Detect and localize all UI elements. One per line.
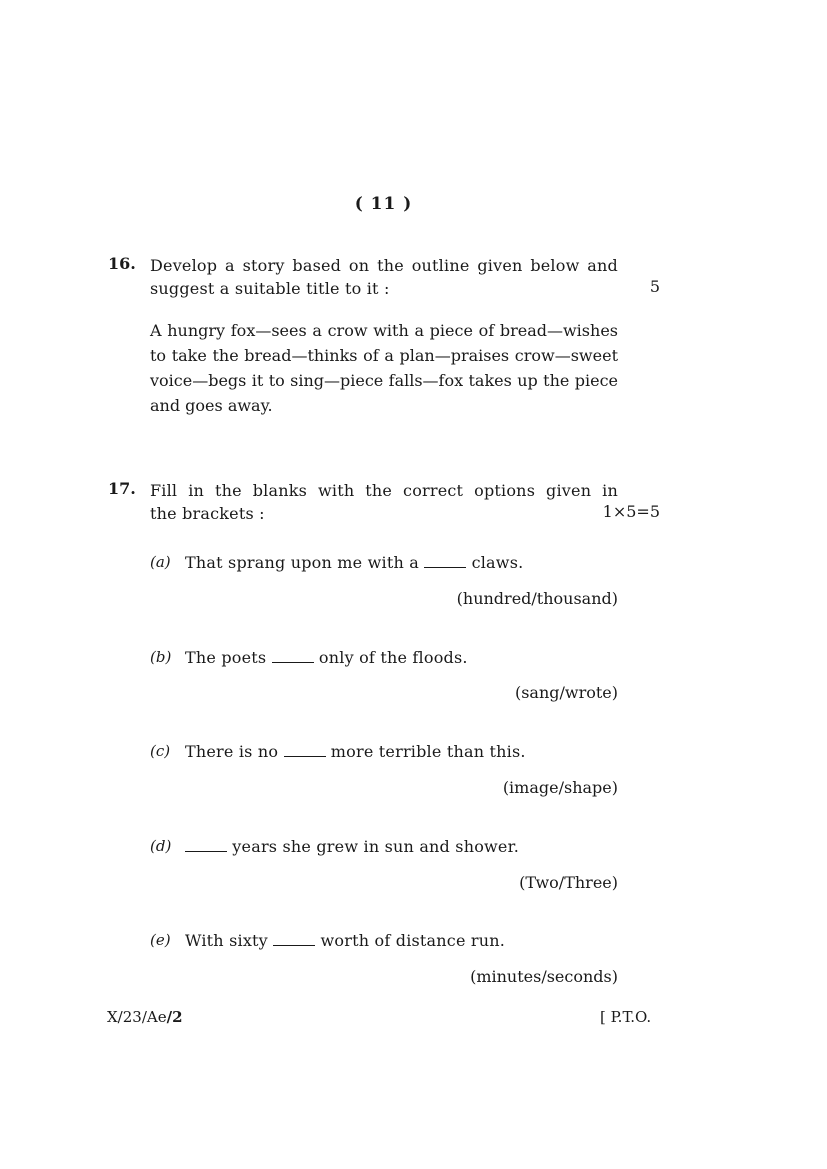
question-number: 16.: [108, 254, 136, 273]
item-label: (b): [150, 648, 172, 666]
prompt-line-2: the brackets :: [150, 504, 265, 523]
question-prompt: [150, 479, 618, 525]
marks: 5: [649, 277, 660, 296]
item-label: (a): [150, 553, 171, 571]
pto-marker: [ P.T.O.: [600, 1008, 652, 1026]
sentence-before: With sixty: [185, 931, 268, 950]
item-label: (d): [150, 837, 172, 855]
blank-line: [185, 850, 227, 852]
item-sentence: [185, 742, 618, 761]
question-16: [108, 254, 660, 418]
paper-code-prefix: X/23/Ae: [107, 1008, 167, 1026]
sentence-before: There is no: [185, 742, 279, 761]
story-outline: A hungry fox—sees a crow with a piece of bread—wishes to take the bread—thinks of a plan—praises crow—sweet voice—begs it to sing—piece falls—fox takes up the piece and goes away.: [150, 321, 618, 415]
question-prompt: [150, 254, 618, 300]
sentence-before: That sprang upon me with a: [185, 553, 419, 572]
item-sentence: [185, 837, 618, 856]
blank-line: [272, 661, 314, 663]
marks: 1×5=5: [602, 502, 660, 521]
item-sentence: [185, 931, 618, 950]
item-options: (sang/wrote): [514, 683, 618, 702]
blank-item-c: [150, 742, 618, 797]
item-sentence: [185, 648, 618, 667]
prompt-line-2: suggest a suitable title to it :: [150, 279, 390, 298]
sentence-before: The poets: [185, 648, 267, 667]
paper-code-suffix: /2: [166, 1008, 183, 1026]
sentence-after: worth of distance run.: [320, 931, 506, 950]
paper-code: [107, 1008, 183, 1026]
sentence-after: claws.: [471, 553, 524, 572]
question-17: [108, 479, 660, 525]
item-options: (hundred/thousand): [456, 589, 618, 608]
item-options: (minutes/seconds): [470, 967, 618, 986]
blank-item-b: [150, 648, 618, 702]
item-options: (Two/Three): [519, 873, 618, 892]
blank-line: [284, 755, 326, 757]
prompt-line-1: Develop a story based on the outline given below and: [150, 256, 618, 275]
sentence-after: years she grew in sun and shower.: [232, 837, 519, 856]
blank-line: [424, 566, 466, 568]
item-label: (e): [150, 931, 171, 949]
blank-item-d: [150, 837, 618, 892]
page-number: ( 11 ): [354, 194, 413, 214]
question-number: 17.: [108, 479, 136, 498]
sentence-after: more terrible than this.: [330, 742, 526, 761]
sentence-after: only of the floods.: [318, 648, 468, 667]
prompt-line-1: Fill in the blanks with the correct options given in: [150, 481, 618, 500]
item-sentence: [185, 553, 618, 572]
blank-item-e: [150, 931, 618, 986]
blank-line: [273, 944, 315, 946]
item-label: (c): [150, 742, 171, 760]
item-options: (image/shape): [502, 778, 618, 797]
blank-item-a: [150, 553, 618, 608]
